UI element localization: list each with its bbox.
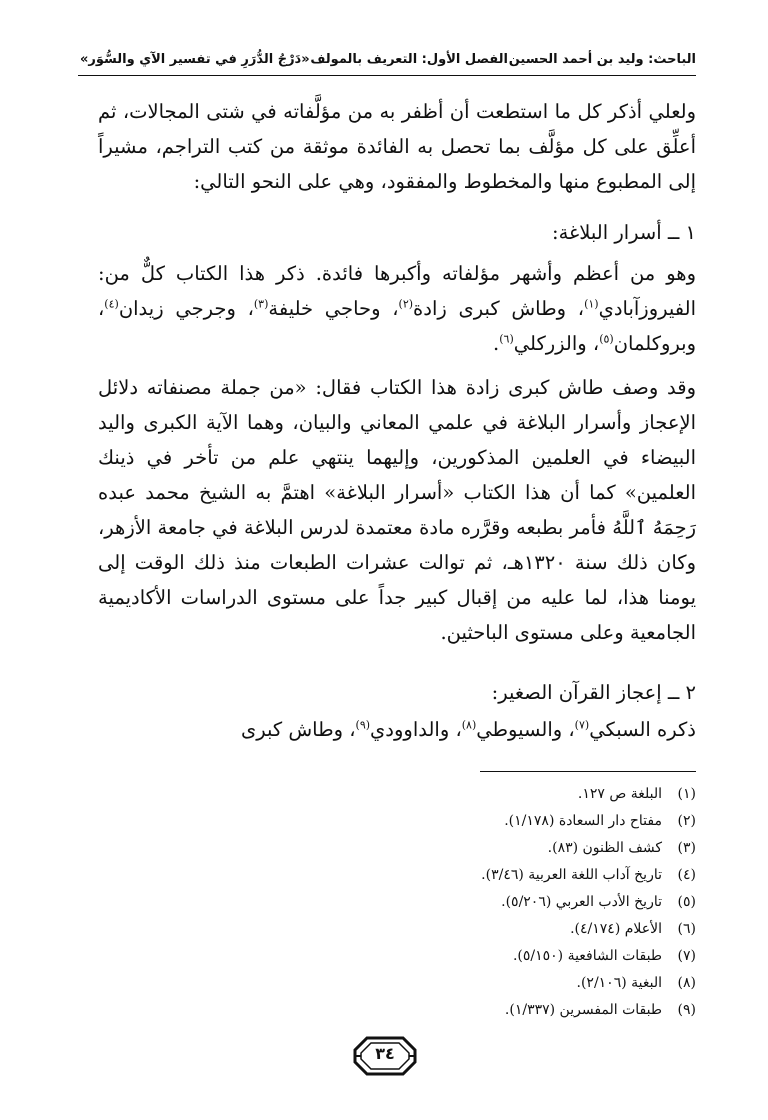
section-heading-2: ٢ ــ إعجاز القرآن الصغير: <box>491 681 696 704</box>
footnote-text: طبقات الشافعية (٥/١٥٠). <box>512 948 662 964</box>
section1-paragraph-2: وقد وصف طاش كبرى زادة هذا الكتاب فقال: «من جملة مصنفاته دلائل الإعجاز وأسرار البلاغة في علمي المعاني والبيان، وهما الآية الكبرى واليد البيضاء في العلمين المذكورين، وإليهما ينتهي علم من تأخر في ذينك العلمين» كما أن هذا الكتاب «أسرار البلاغة» اهتمَّ به الشيخ محمد عبده رَحِمَهُ ٱللَّهُ فأمر بطبعه وقرَّره مادة معتمدة لدرس البلاغة في جامعة الأزهر، وكان ذلك سنة ١٣٢٠هـ، ثم توالت عشرات الطبعات منذ ذلك الوقت إلى يومنا هذا، لما عليه من إقبال كبير جداً على مستوى الدراسات الأكاديمية الجامعية وعلى مستوى الباحثين. <box>98 376 696 644</box>
header-book-title: «دَرْجُ الدُّرَرِ في تفسير الآي والسُّوَر» <box>80 51 310 67</box>
footnote-rule <box>480 771 696 772</box>
footnote-number: (٢) <box>677 813 696 829</box>
footnote-number: (٣) <box>677 840 696 856</box>
footnote-text: تاريخ آداب اللغة العربية (٣/٤٦). <box>481 867 662 883</box>
footnote-marker: (١) <box>584 297 599 311</box>
footnote-item <box>481 997 696 1024</box>
footnote-item <box>481 916 696 943</box>
text-run: ، وجرجي زيدان <box>118 297 254 320</box>
text-run: وهو من أعظم وأشهر مؤلفاته وأكبرها فائدة. ذكر هذا الكتاب كلٌّ من: الفيروزآبادي <box>98 262 697 320</box>
footnote-number: (٧) <box>677 948 696 964</box>
footnote-number: (١) <box>677 786 696 802</box>
footnote-item <box>481 889 696 916</box>
footnote-text: البلغة ص ١٢٧. <box>577 786 662 802</box>
footnote-text: مفتاح دار السعادة (١/١٧٨). <box>504 813 662 829</box>
footnote-number: (٩) <box>677 1002 696 1018</box>
footnote-number: (٨) <box>677 975 696 991</box>
footnote-item <box>481 970 696 997</box>
footnote-item <box>481 781 696 808</box>
footnote-number: (٦) <box>677 921 696 937</box>
footnote-marker: (٣) <box>253 297 269 311</box>
section2-paragraph-1 <box>98 712 696 747</box>
footnote-item <box>481 943 696 970</box>
page-number: ٣٤ <box>375 1044 395 1063</box>
text-run: ، وبروكلمان <box>98 297 696 355</box>
section1-paragraph-1 <box>98 256 696 361</box>
footnote-item <box>481 808 696 835</box>
running-header <box>80 44 696 74</box>
intro-paragraph: ولعلي أذكر كل ما استطعت أن أظفر به من مؤلَّفاته في شتى المجالات، ثم أعلِّق على كل مؤلَّف بما تحصل به الفائدة موثقة من كتب التراجم، مشيراً إلى المطبوع منها والمخطوط والمفقود، وهي على النحو التالي: <box>98 100 696 193</box>
text-run: . <box>493 332 500 355</box>
header-author: الباحث: وليد بن أحمد الحسين <box>508 51 696 67</box>
section-heading-1: ١ ــ أسرار البلاغة: <box>552 221 696 244</box>
text-run: ، وحاجي خليفة <box>268 297 399 320</box>
footnote-marker: (٦) <box>499 332 514 346</box>
text-run: ، والداوودي <box>370 718 462 741</box>
footnote-text: البغية (٢/١٠٦). <box>576 975 662 991</box>
text-run: ، وطاش كبرى زادة <box>413 297 585 320</box>
text-run: ، وطاش كبرى <box>240 718 356 741</box>
footnote-marker: (٨) <box>461 718 477 732</box>
header-chapter: الفصل الأول: التعريف بالمولف <box>310 51 508 67</box>
footnote-number: (٥) <box>677 894 696 910</box>
footnote-number: (٤) <box>677 867 696 883</box>
footnote-text: الأعلام (٤/١٧٤). <box>570 921 662 937</box>
footnote-item <box>481 835 696 862</box>
footnote-text: كشف الظنون (٨٣). <box>547 840 662 856</box>
footnote-text: طبقات المفسرين (١/٣٣٧). <box>504 1002 662 1018</box>
footnote-marker: (٥) <box>599 332 614 346</box>
text-run: ، والزركلي <box>513 332 600 355</box>
text-run: ذكره السبكي <box>589 718 696 741</box>
footnote-marker: (٢) <box>398 297 414 311</box>
text-run: ، والسيوطي <box>476 718 575 741</box>
footnote-text: تاريخ الأدب العربي (٥/٢٠٦). <box>501 894 662 910</box>
header-rule <box>78 75 696 76</box>
footnote-marker: (٤) <box>104 297 119 311</box>
footnotes-list <box>481 781 696 1024</box>
footnote-marker: (٧) <box>574 718 590 732</box>
footnote-marker: (٩) <box>355 718 371 732</box>
page-number-ornament <box>353 1036 417 1076</box>
footnote-item <box>481 862 696 889</box>
